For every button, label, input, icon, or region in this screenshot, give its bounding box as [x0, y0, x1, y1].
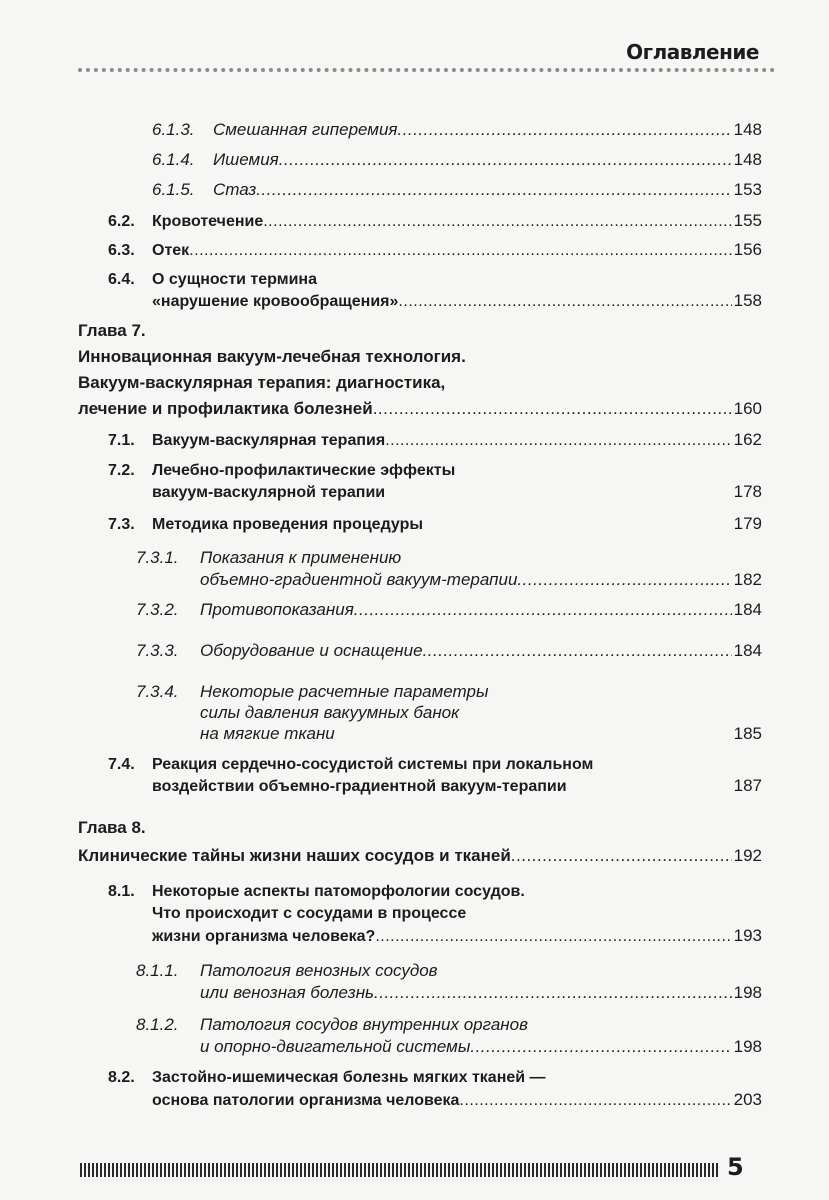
toc-page-number: 179 [733, 514, 762, 533]
toc-entry-number: 6.4. [108, 271, 135, 288]
chapter-7-title-line-3: лечение и профилактика болезней ..... 160 [78, 399, 762, 419]
toc-entry-7-3-3: 7.3.3. Оборудование и оснащение ..... 184 [136, 641, 762, 661]
toc-entry-title: Смешанная гиперемия [213, 120, 398, 139]
toc-entry-8-1-2-cont [200, 1037, 762, 1057]
toc-page-number: 160 [733, 399, 762, 418]
dot-leader [375, 927, 731, 947]
page-header-title: Оглавление [626, 40, 759, 64]
dot-leader [189, 241, 731, 261]
toc-entry-title: Противопоказания [200, 600, 354, 619]
toc-entry-6-3: 6.3. Отек ..... 156 [108, 240, 762, 261]
page-number: 5 [727, 1153, 744, 1181]
toc-entry-title: Методика проведения процедуры [152, 516, 424, 533]
header-rule [78, 68, 775, 72]
toc-entry-6-4-cont [152, 291, 762, 312]
toc-entry-title: Реакция сердечно-сосудистой системы при локальном [152, 756, 594, 773]
toc-page-number: 198 [733, 1037, 762, 1056]
toc-entry-8-1-1 [136, 961, 438, 981]
toc-entry-6-2: 6.2. Кровотечение ..... 155 [108, 211, 762, 232]
toc-entry-title: Показания к применению [200, 548, 402, 567]
toc-entry-7-2-cont [152, 482, 762, 503]
toc-entry-title-cont: вакуум-васкулярной терапии [152, 484, 386, 501]
toc-entry-7-3-4-line-2: силы давления вакуумных банок [200, 703, 460, 722]
dot-leader [385, 431, 731, 451]
toc-page-number: 187 [733, 776, 762, 795]
toc-entry-number: 7.3.4. [136, 682, 179, 701]
dot-leader [374, 983, 732, 1003]
chapter-8-label: Глава 8. [78, 818, 146, 837]
dot-leader [398, 292, 731, 312]
dot-leader [423, 641, 732, 661]
toc-entry-number: 8.1.2. [136, 1015, 179, 1034]
toc-entry-title-cont: или венозная болезнь [200, 983, 375, 1002]
toc-entry-8-2-cont [152, 1090, 762, 1111]
toc-page-number: 158 [733, 291, 762, 310]
dot-leader [517, 570, 731, 590]
toc-entry-number: 7.2. [108, 462, 135, 479]
chapter-8-title: Клинические тайны жизни наших сосудов и тканей ..... 192 [78, 846, 762, 866]
toc-page-number: 185 [733, 724, 762, 743]
toc-page-number: 153 [733, 180, 762, 199]
toc-entry-number: 8.1.1. [136, 961, 179, 980]
toc-page-number: 155 [733, 211, 762, 230]
footer-barcode-rule [80, 1163, 720, 1177]
toc-entry-title: Некоторые аспекты патоморфологии сосудов. [152, 883, 525, 900]
toc-entry-title-cont: объемно-градиентной вакуум-терапии [200, 570, 518, 589]
toc-entry-number: 7.3.1. [136, 548, 179, 567]
toc-entry-6-1-4: 6.1.4. Ишемия ..... 148 [152, 150, 762, 170]
toc-entry-7-3-1-cont [200, 570, 762, 590]
toc-entry-7-3-4 [136, 682, 488, 702]
toc-entry-7-1: 7.1. Вакуум-васкулярная терапия ..... 162 [108, 430, 762, 451]
toc-entry-title: О сущности термина [152, 271, 317, 288]
toc-entry-8-1 [108, 882, 525, 902]
toc-entry-7-2 [108, 461, 455, 481]
toc-entry-title: Стаз [213, 180, 257, 199]
toc-entry-title: Вакуум-васкулярная терапия [152, 432, 386, 449]
toc-entry-6-1-5: 6.1.5. Стаз ..... 153 [152, 180, 762, 200]
toc-entry-number: 7.4. [108, 756, 135, 773]
dot-leader [354, 600, 732, 620]
toc-entry-8-1-cont [152, 926, 762, 947]
toc-entry-title: Застойно-ишемическая болезнь мягких тканей — [152, 1069, 546, 1086]
toc-entry-7-3-1 [136, 548, 401, 568]
toc-entry-8-1-line-2: Что происходит с сосудами в процессе [152, 905, 467, 922]
toc-page-number: 178 [733, 482, 762, 501]
toc-page-number: 148 [733, 150, 762, 169]
toc-page-number: 148 [733, 120, 762, 139]
dot-leader [470, 1037, 731, 1057]
toc-page-number: 184 [733, 600, 762, 619]
chapter-7-title-line-2: Вакуум-васкулярная терапия: диагностика, [78, 373, 446, 392]
dot-leader [263, 212, 731, 232]
toc-entry-title: Лечебно-профилактические эффекты [152, 462, 456, 479]
dot-leader [397, 120, 731, 140]
toc-entry-7-3: 7.3. Методика проведения процедуры 179 [108, 514, 762, 533]
toc-entry-6-1-3: 6.1.3. Смешанная гиперемия ..... 148 [152, 120, 762, 140]
toc-entry-title: Некоторые расчетные параметры [200, 682, 489, 701]
toc-entry-title-cont: жизни организма человека? [152, 928, 376, 945]
toc-entry-title: Патология сосудов внутренних органов [200, 1015, 528, 1034]
toc-page-number: 156 [733, 240, 762, 259]
toc-page-number: 182 [733, 570, 762, 589]
toc-entry-title-cont: и опорно-двигательной системы [200, 1037, 471, 1056]
toc-entry-title-cont: на мягкие ткани [200, 724, 335, 743]
toc-entry-title: Патология венозных сосудов [200, 961, 438, 980]
toc-entry-6-4 [108, 270, 317, 290]
toc-entry-8-1-1-cont [200, 983, 762, 1003]
toc-entry-title-cont: «нарушение кровообращения» [152, 293, 399, 310]
toc-entry-title: Кровотечение [152, 213, 264, 230]
toc-entry-title: Отек [152, 242, 190, 259]
dot-leader [459, 1091, 731, 1111]
toc-entry-7-4-cont [152, 776, 762, 797]
toc-entry-title: Оборудование и оснащение [200, 641, 423, 660]
dot-leader [511, 846, 732, 866]
toc-entry-title-cont: основа патологии организма человека [152, 1092, 460, 1109]
toc-page-number: 198 [733, 983, 762, 1002]
toc-page-number: 192 [733, 846, 762, 865]
toc-entry-8-2 [108, 1068, 546, 1088]
toc-page-number: 193 [733, 926, 762, 945]
chapter-7-title-line-1: Инновационная вакуум-лечебная технология. [78, 347, 466, 366]
toc-entry-title: Ишемия [213, 150, 279, 169]
toc-entry-number: 8.2. [108, 1069, 135, 1086]
toc-page-number: 203 [733, 1090, 762, 1109]
chapter-7-label: Глава 7. [78, 321, 146, 340]
toc-entry-number: 8.1. [108, 883, 135, 900]
dot-leader [373, 399, 732, 419]
toc-page-number: 184 [733, 641, 762, 660]
dot-leader [256, 180, 731, 200]
toc-entry-7-3-4-cont [200, 724, 762, 744]
dot-leader [279, 150, 732, 170]
toc-entry-7-3-2: 7.3.2. Противопоказания ..... 184 [136, 600, 762, 620]
toc-entry-title-cont: воздействии объемно-градиентной вакуум-терапии [152, 778, 567, 795]
toc-entry-8-1-2 [136, 1015, 528, 1035]
toc-page-number: 162 [733, 430, 762, 449]
toc-entry-7-4 [108, 755, 593, 775]
